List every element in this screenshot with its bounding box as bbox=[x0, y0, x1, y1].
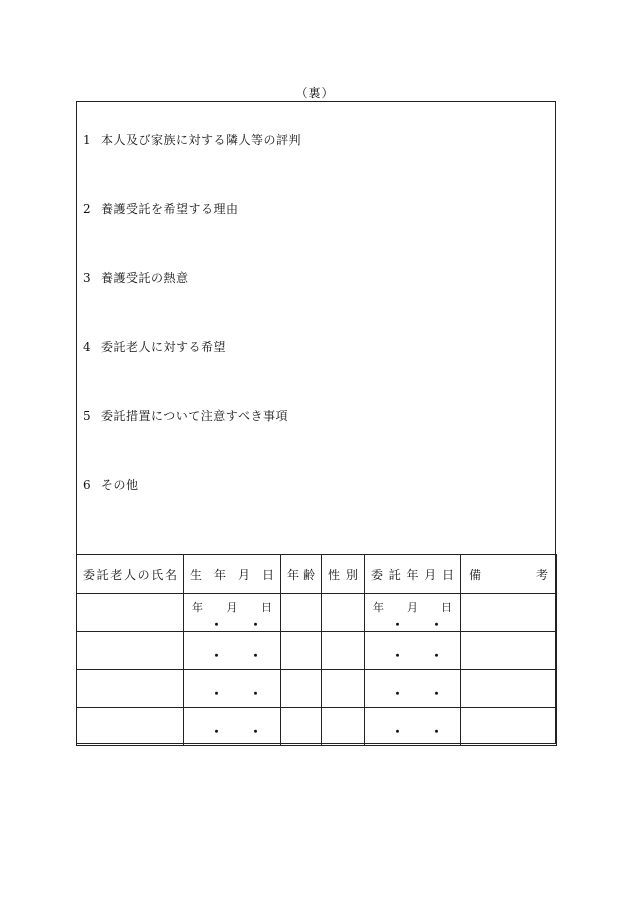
note-item-label: 本人及び家族に対する隣人等の評判 bbox=[101, 133, 302, 147]
table-row bbox=[77, 670, 557, 708]
remarks-cell[interactable] bbox=[461, 632, 557, 670]
name-cell[interactable] bbox=[77, 670, 184, 708]
commission-date-cell[interactable]: ・・ bbox=[365, 632, 461, 670]
table-row bbox=[77, 632, 557, 670]
header-birthdate: 生 年 月 日 bbox=[184, 555, 281, 594]
sex-cell[interactable] bbox=[322, 670, 365, 708]
name-cell[interactable] bbox=[77, 632, 184, 670]
table-row bbox=[77, 708, 557, 746]
note-item-label: 養護受託を希望する理由 bbox=[101, 202, 239, 216]
note-item: 1 本人及び家族に対する隣人等の評判 bbox=[83, 133, 302, 147]
note-item: 5 委託措置について注意すべき事項 bbox=[83, 409, 289, 423]
notes-section bbox=[77, 102, 555, 554]
note-item: 3 養護受託の熱意 bbox=[83, 271, 189, 285]
header-sex: 性 別 bbox=[322, 555, 365, 594]
commission-date-cell[interactable]: ・・ bbox=[365, 708, 461, 746]
note-item: 2 養護受託を希望する理由 bbox=[83, 202, 239, 216]
note-item-label: 委託措置について注意すべき事項 bbox=[101, 409, 289, 423]
header-age: 年 齢 bbox=[281, 555, 322, 594]
birthdate-cell[interactable]: ・・ bbox=[184, 670, 281, 708]
elder-table bbox=[76, 554, 557, 746]
sex-cell[interactable] bbox=[322, 708, 365, 746]
form-frame bbox=[76, 101, 556, 744]
note-item-label: 委託老人に対する希望 bbox=[101, 340, 227, 354]
birthdate-cell[interactable]: ・・ bbox=[184, 632, 281, 670]
note-item-label: その他 bbox=[101, 478, 139, 492]
commission-date-cell[interactable]: 年 月 日 ・・ bbox=[365, 594, 461, 632]
header-name: 委 託 老 人 の 氏 名 bbox=[77, 555, 184, 594]
birthdate-cell[interactable]: ・・ bbox=[184, 708, 281, 746]
header-remarks: 備 考 bbox=[461, 555, 557, 594]
commission-date-cell[interactable]: ・・ bbox=[365, 670, 461, 708]
note-item: 6 その他 bbox=[83, 478, 139, 492]
name-cell[interactable] bbox=[77, 708, 184, 746]
name-cell[interactable] bbox=[77, 594, 184, 632]
remarks-cell[interactable] bbox=[461, 670, 557, 708]
header-commission-date: 委 託 年 月 日 bbox=[365, 555, 461, 594]
sex-cell[interactable] bbox=[322, 594, 365, 632]
sex-cell[interactable] bbox=[322, 632, 365, 670]
note-item-label: 養護受託の熱意 bbox=[101, 271, 189, 285]
birthdate-cell[interactable]: 年 月 日 ・・ bbox=[184, 594, 281, 632]
page-label: （裏） bbox=[295, 86, 335, 100]
remarks-cell[interactable] bbox=[461, 594, 557, 632]
note-item: 4 委託老人に対する希望 bbox=[83, 340, 227, 354]
table-header-row bbox=[77, 555, 557, 594]
table-row bbox=[77, 594, 557, 632]
remarks-cell[interactable] bbox=[461, 708, 557, 746]
